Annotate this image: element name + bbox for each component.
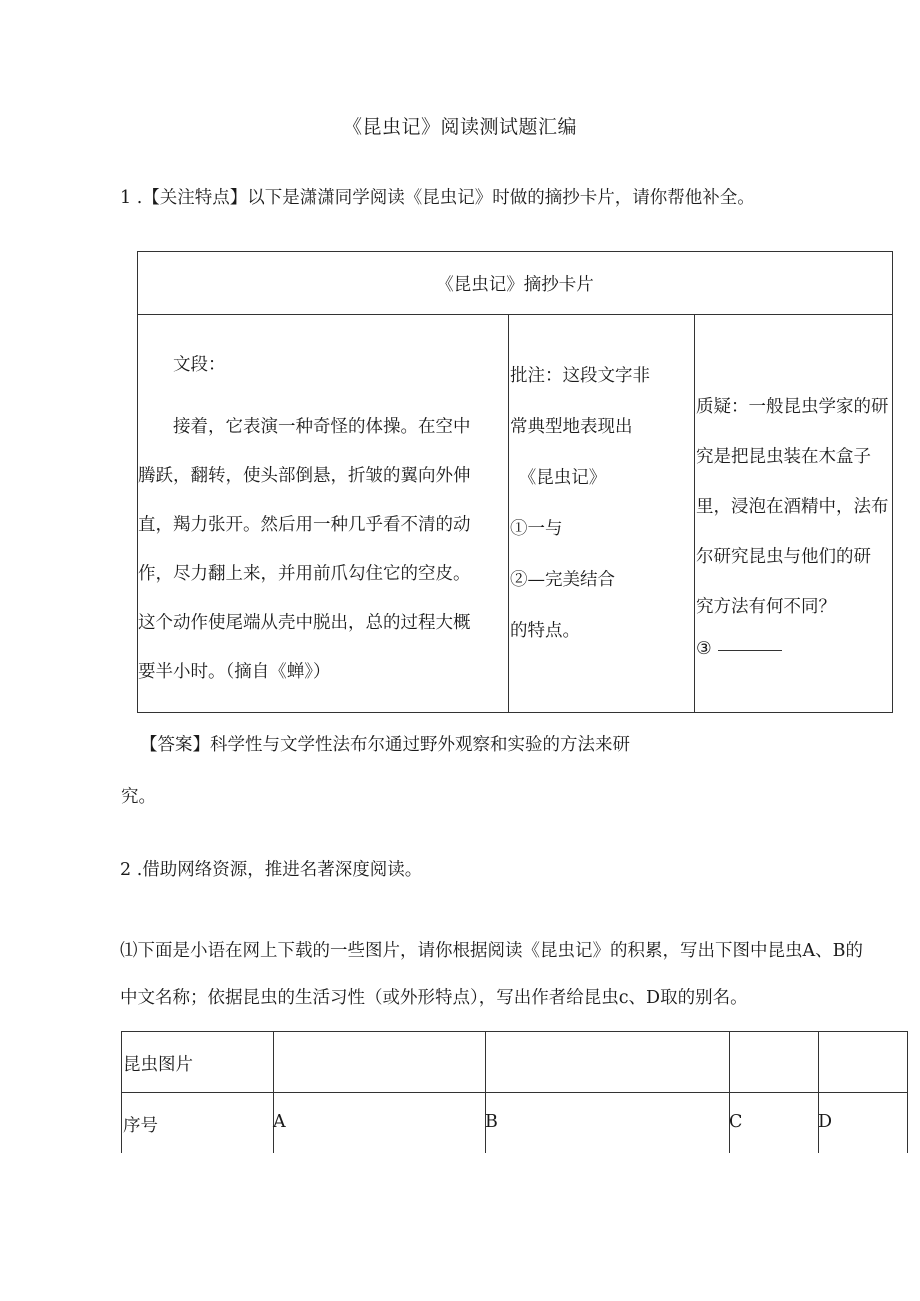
- passage-line: 接着，它表演一种奇怪的体操。在空中: [138, 417, 471, 437]
- insect-id-d: D: [818, 1112, 833, 1132]
- insect-id-c: C: [729, 1112, 743, 1132]
- excerpt-card-header: 《昆虫记》摘抄卡片: [138, 252, 892, 315]
- question-line: 质疑：一般昆虫学家的研: [696, 397, 889, 417]
- passage-line: 腾跃，翻转，使头部倒悬，折皱的翼向外伸: [138, 466, 471, 486]
- question-line: 究是把昆虫装在木盒子: [696, 447, 871, 467]
- annotation-line: 的特点。: [510, 621, 580, 641]
- excerpt-card: [137, 251, 893, 713]
- insect-table: [121, 1031, 908, 1153]
- question-line: 尔研究昆虫与他们的研: [696, 547, 871, 567]
- card-divider: [694, 314, 695, 712]
- answer-blank: [718, 649, 782, 651]
- document-title: 《昆虫记》阅读测试题汇编: [342, 116, 577, 138]
- question-2-subquestion: [120, 928, 920, 1022]
- question-1-text: 1 .【关注特点】以下是潇潇同学阅读《昆虫记》时做的摘抄卡片，请你帮他补全。: [120, 188, 755, 208]
- table-rule: [729, 1031, 730, 1153]
- insect-id-b: B: [485, 1112, 498, 1132]
- annotation-line: ①一与: [510, 519, 563, 539]
- table-rule: [273, 1031, 274, 1153]
- table-rule: [485, 1031, 486, 1153]
- answer-blank-line: [696, 632, 892, 666]
- passage-line: 这个动作使尾端从壳中脱出，总的过程大概: [138, 613, 471, 633]
- subquestion-line: 中文名称；依据昆虫的生活习性（或外形特点），写出作者给昆虫c、D取的别名。: [120, 988, 748, 1008]
- table-rule: [121, 1031, 122, 1153]
- question-2-text: 2 .借助网络资源，推进名著深度阅读。: [120, 860, 423, 880]
- table-rule: [818, 1031, 819, 1153]
- blank-marker: ③: [696, 639, 712, 659]
- table-rule: [907, 1031, 908, 1153]
- passage-line: 作，尽力翻上来，并用前爪勾住它的空皮。: [138, 564, 471, 584]
- annotation-line: 常典型地表现出: [510, 417, 633, 437]
- card-question-cell: [696, 382, 892, 666]
- passage-line: 要半小时。（摘自《蝉》）: [138, 662, 331, 682]
- answer-text-continued: 究。: [121, 787, 156, 807]
- passage-line: 文段：: [138, 355, 226, 375]
- insect-id-a: A: [273, 1112, 286, 1132]
- table-rule: [121, 1092, 908, 1093]
- passage-line: 直，羯力张开。然后用一种几乎看不清的动: [138, 515, 471, 535]
- answer-text: 【答案】科学性与文学性法布尔通过野外观察和实验的方法来研: [140, 735, 630, 755]
- card-passage-cell: [138, 314, 506, 697]
- question-line: 究方法有何不同？: [696, 597, 836, 617]
- annotation-line: 《昆虫记》: [510, 468, 607, 488]
- subquestion-line: ⑴下面是小语在网上下载的一些图片，请你根据阅读《昆虫记》的积累，写出下图中昆虫A、B的: [120, 941, 863, 961]
- annotation-line: 批注：这段文字非: [510, 366, 650, 386]
- row-label-number: 序号: [123, 1116, 158, 1136]
- annotation-line: ②—完美结合: [510, 570, 615, 590]
- card-divider: [508, 314, 509, 712]
- card-annotation-cell: [510, 351, 692, 657]
- row-label-insect-picture: 昆虫图片: [123, 1055, 193, 1075]
- question-line: 里，浸泡在酒精中，法布: [696, 497, 889, 517]
- table-rule: [121, 1031, 908, 1032]
